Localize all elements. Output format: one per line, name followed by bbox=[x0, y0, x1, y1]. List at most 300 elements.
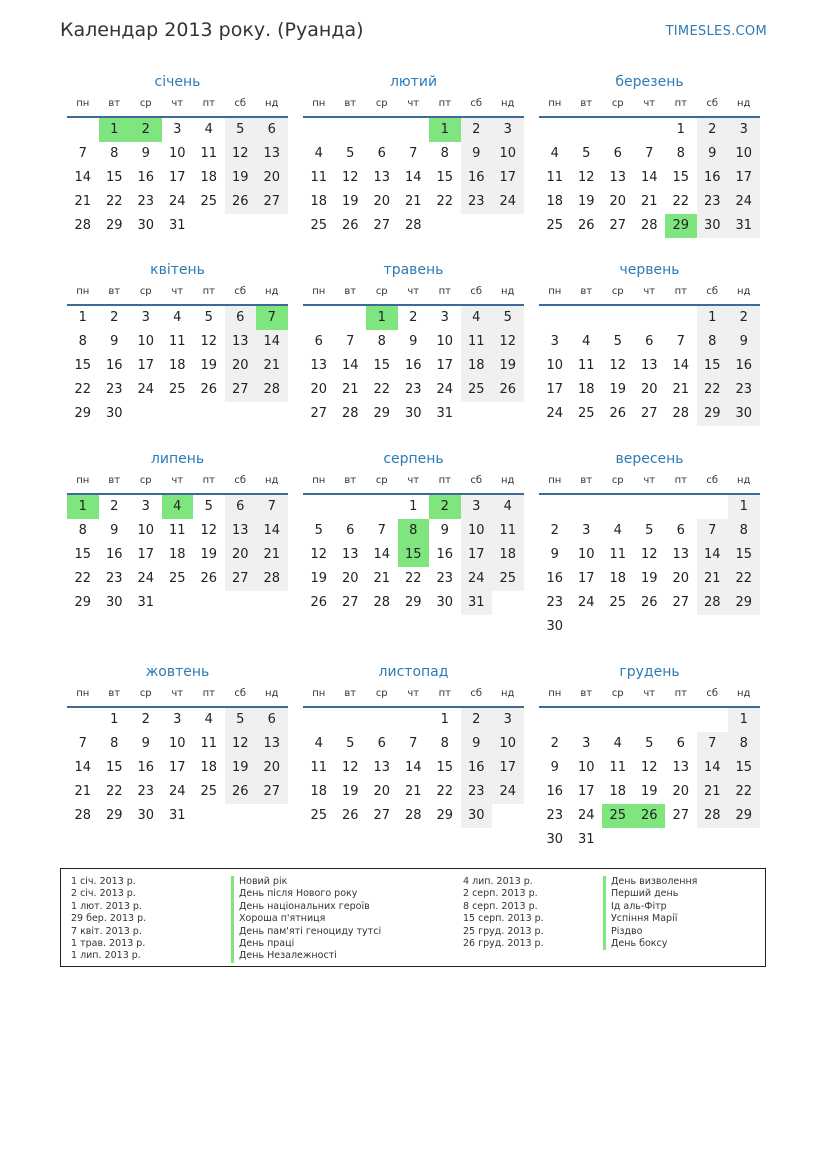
calendar-day[interactable]: 20 bbox=[373, 784, 391, 799]
calendar-day[interactable]: 12 bbox=[310, 547, 328, 562]
calendar-day[interactable]: 18 bbox=[200, 760, 218, 775]
calendar-day[interactable]: 19 bbox=[492, 354, 524, 378]
calendar-day[interactable]: 30 bbox=[546, 619, 564, 634]
brand-link[interactable]: TIMESLES.COM bbox=[665, 24, 767, 39]
calendar-day[interactable]: 29 bbox=[404, 595, 422, 610]
calendar-day[interactable]: 4 bbox=[314, 146, 323, 161]
calendar-day[interactable]: 20 bbox=[373, 194, 391, 209]
calendar-day[interactable]: 19 bbox=[609, 382, 627, 397]
calendar-day[interactable]: 24 bbox=[137, 382, 155, 397]
calendar-day[interactable]: 30 bbox=[436, 595, 454, 610]
calendar-day[interactable]: 6 bbox=[676, 736, 685, 751]
calendar-day[interactable]: 7 bbox=[377, 523, 386, 538]
calendar-day[interactable]: 5 bbox=[225, 118, 257, 142]
calendar-day[interactable]: 30 bbox=[105, 406, 123, 421]
calendar-day[interactable]: 13 bbox=[256, 142, 288, 166]
calendar-day[interactable]: 17 bbox=[577, 784, 595, 799]
calendar-day[interactable]: 24 bbox=[168, 194, 186, 209]
calendar-day[interactable]: 16 bbox=[436, 547, 454, 562]
calendar-day[interactable]: 19 bbox=[341, 194, 359, 209]
calendar-day[interactable]: 20 bbox=[341, 571, 359, 586]
calendar-day[interactable]: 11 bbox=[168, 523, 186, 538]
calendar-day[interactable]: 24 bbox=[436, 382, 454, 397]
calendar-day[interactable]: 19 bbox=[640, 571, 658, 586]
calendar-day[interactable]: 19 bbox=[200, 358, 218, 373]
calendar-day[interactable]: 18 bbox=[168, 547, 186, 562]
calendar-day[interactable]: 9 bbox=[550, 760, 559, 775]
calendar-day[interactable]: 8 bbox=[78, 334, 87, 349]
calendar-day[interactable]: 14 bbox=[256, 330, 288, 354]
calendar-day[interactable]: 6 bbox=[346, 523, 355, 538]
calendar-day[interactable]: 27 bbox=[225, 567, 257, 591]
calendar-day[interactable]: 23 bbox=[404, 382, 422, 397]
calendar-day[interactable]: 6 bbox=[676, 523, 685, 538]
calendar-day[interactable]: 29 bbox=[728, 591, 760, 615]
calendar-day[interactable]: 1 bbox=[78, 310, 87, 325]
holiday-day[interactable]: 1 bbox=[366, 306, 398, 330]
calendar-day[interactable]: 23 bbox=[728, 378, 760, 402]
calendar-day[interactable]: 1 bbox=[697, 306, 729, 330]
calendar-day[interactable]: 6 bbox=[256, 708, 288, 732]
calendar-day[interactable]: 17 bbox=[728, 166, 760, 190]
calendar-day[interactable]: 21 bbox=[404, 194, 422, 209]
calendar-day[interactable]: 4 bbox=[582, 334, 591, 349]
calendar-day[interactable]: 17 bbox=[137, 358, 155, 373]
calendar-day[interactable]: 12 bbox=[225, 732, 257, 756]
calendar-day[interactable]: 11 bbox=[492, 519, 524, 543]
calendar-day[interactable]: 13 bbox=[672, 760, 690, 775]
calendar-day[interactable]: 16 bbox=[546, 784, 564, 799]
calendar-day[interactable]: 18 bbox=[461, 354, 493, 378]
calendar-day[interactable]: 11 bbox=[609, 760, 627, 775]
calendar-day[interactable]: 15 bbox=[436, 760, 454, 775]
calendar-day[interactable]: 11 bbox=[577, 358, 595, 373]
calendar-day[interactable]: 22 bbox=[436, 194, 454, 209]
calendar-day[interactable]: 27 bbox=[373, 808, 391, 823]
calendar-day[interactable]: 25 bbox=[200, 194, 218, 209]
calendar-day[interactable]: 7 bbox=[697, 519, 729, 543]
calendar-day[interactable]: 9 bbox=[110, 523, 119, 538]
calendar-day[interactable]: 3 bbox=[173, 122, 182, 137]
calendar-day[interactable]: 3 bbox=[141, 499, 150, 514]
calendar-day[interactable]: 26 bbox=[225, 190, 257, 214]
holiday-day[interactable]: 2 bbox=[429, 495, 461, 519]
calendar-day[interactable]: 11 bbox=[168, 334, 186, 349]
calendar-day[interactable]: 29 bbox=[105, 218, 123, 233]
calendar-day[interactable]: 28 bbox=[74, 808, 92, 823]
calendar-day[interactable]: 24 bbox=[461, 567, 493, 591]
calendar-day[interactable]: 15 bbox=[74, 547, 92, 562]
calendar-day[interactable]: 30 bbox=[461, 804, 493, 828]
calendar-day[interactable]: 5 bbox=[204, 310, 213, 325]
calendar-day[interactable]: 5 bbox=[645, 523, 654, 538]
calendar-day[interactable]: 8 bbox=[728, 732, 760, 756]
calendar-day[interactable]: 3 bbox=[582, 736, 591, 751]
calendar-day[interactable]: 15 bbox=[672, 170, 690, 185]
calendar-day[interactable]: 8 bbox=[440, 146, 449, 161]
calendar-day[interactable]: 2 bbox=[461, 118, 493, 142]
calendar-day[interactable]: 25 bbox=[168, 571, 186, 586]
calendar-day[interactable]: 8 bbox=[676, 146, 685, 161]
calendar-day[interactable]: 28 bbox=[640, 218, 658, 233]
calendar-day[interactable]: 6 bbox=[225, 306, 257, 330]
calendar-day[interactable]: 9 bbox=[141, 146, 150, 161]
calendar-day[interactable]: 16 bbox=[461, 756, 493, 780]
calendar-day[interactable]: 2 bbox=[461, 708, 493, 732]
calendar-day[interactable]: 20 bbox=[640, 382, 658, 397]
calendar-day[interactable]: 30 bbox=[137, 218, 155, 233]
calendar-day[interactable]: 6 bbox=[377, 736, 386, 751]
calendar-day[interactable]: 25 bbox=[609, 595, 627, 610]
calendar-day[interactable]: 24 bbox=[577, 595, 595, 610]
calendar-day[interactable]: 23 bbox=[546, 595, 564, 610]
calendar-day[interactable]: 10 bbox=[137, 334, 155, 349]
calendar-day[interactable]: 2 bbox=[550, 523, 559, 538]
calendar-day[interactable]: 29 bbox=[697, 402, 729, 426]
calendar-day[interactable]: 20 bbox=[225, 543, 257, 567]
calendar-day[interactable]: 15 bbox=[74, 358, 92, 373]
calendar-day[interactable]: 31 bbox=[137, 595, 155, 610]
calendar-day[interactable]: 9 bbox=[440, 523, 449, 538]
calendar-day[interactable]: 18 bbox=[168, 358, 186, 373]
calendar-day[interactable]: 12 bbox=[609, 358, 627, 373]
calendar-day[interactable]: 18 bbox=[492, 543, 524, 567]
calendar-day[interactable]: 28 bbox=[256, 378, 288, 402]
calendar-day[interactable]: 8 bbox=[110, 736, 119, 751]
calendar-day[interactable]: 12 bbox=[577, 170, 595, 185]
calendar-day[interactable]: 22 bbox=[728, 567, 760, 591]
calendar-day[interactable]: 17 bbox=[546, 382, 564, 397]
holiday-day[interactable]: 29 bbox=[665, 214, 697, 238]
calendar-day[interactable]: 6 bbox=[225, 495, 257, 519]
calendar-day[interactable]: 8 bbox=[78, 523, 87, 538]
calendar-day[interactable]: 12 bbox=[341, 760, 359, 775]
calendar-day[interactable]: 27 bbox=[256, 780, 288, 804]
calendar-day[interactable]: 29 bbox=[74, 406, 92, 421]
calendar-day[interactable]: 13 bbox=[225, 330, 257, 354]
calendar-day[interactable]: 8 bbox=[110, 146, 119, 161]
calendar-day[interactable]: 2 bbox=[409, 310, 418, 325]
calendar-day[interactable]: 15 bbox=[436, 170, 454, 185]
calendar-day[interactable]: 2 bbox=[550, 736, 559, 751]
calendar-day[interactable]: 15 bbox=[105, 170, 123, 185]
calendar-day[interactable]: 23 bbox=[461, 190, 493, 214]
calendar-day[interactable]: 17 bbox=[461, 543, 493, 567]
calendar-day[interactable]: 13 bbox=[609, 170, 627, 185]
calendar-day[interactable]: 3 bbox=[492, 118, 524, 142]
calendar-day[interactable]: 12 bbox=[640, 760, 658, 775]
calendar-day[interactable]: 29 bbox=[436, 808, 454, 823]
calendar-day[interactable]: 4 bbox=[314, 736, 323, 751]
calendar-day[interactable]: 22 bbox=[728, 780, 760, 804]
calendar-day[interactable]: 20 bbox=[310, 382, 328, 397]
calendar-day[interactable]: 4 bbox=[461, 306, 493, 330]
calendar-day[interactable]: 30 bbox=[546, 832, 564, 847]
calendar-day[interactable]: 1 bbox=[440, 712, 449, 727]
calendar-day[interactable]: 31 bbox=[436, 406, 454, 421]
calendar-day[interactable]: 18 bbox=[546, 194, 564, 209]
calendar-day[interactable]: 22 bbox=[436, 784, 454, 799]
calendar-day[interactable]: 13 bbox=[225, 519, 257, 543]
calendar-day[interactable]: 16 bbox=[546, 571, 564, 586]
calendar-day[interactable]: 21 bbox=[256, 543, 288, 567]
calendar-day[interactable]: 18 bbox=[609, 571, 627, 586]
calendar-day[interactable]: 7 bbox=[409, 146, 418, 161]
calendar-day[interactable]: 10 bbox=[728, 142, 760, 166]
calendar-day[interactable]: 17 bbox=[168, 760, 186, 775]
calendar-day[interactable]: 2 bbox=[110, 499, 119, 514]
calendar-day[interactable]: 21 bbox=[74, 194, 92, 209]
calendar-day[interactable]: 10 bbox=[461, 519, 493, 543]
calendar-day[interactable]: 26 bbox=[640, 595, 658, 610]
calendar-day[interactable]: 8 bbox=[377, 334, 386, 349]
calendar-day[interactable]: 20 bbox=[256, 166, 288, 190]
calendar-day[interactable]: 4 bbox=[492, 495, 524, 519]
calendar-day[interactable]: 25 bbox=[310, 808, 328, 823]
calendar-day[interactable]: 9 bbox=[141, 736, 150, 751]
calendar-day[interactable]: 28 bbox=[697, 591, 729, 615]
calendar-day[interactable]: 17 bbox=[168, 170, 186, 185]
calendar-day[interactable]: 31 bbox=[461, 591, 493, 615]
calendar-day[interactable]: 18 bbox=[609, 784, 627, 799]
calendar-day[interactable]: 24 bbox=[168, 784, 186, 799]
calendar-day[interactable]: 21 bbox=[697, 567, 729, 591]
calendar-day[interactable]: 22 bbox=[404, 571, 422, 586]
calendar-day[interactable]: 31 bbox=[577, 832, 595, 847]
calendar-day[interactable]: 10 bbox=[137, 523, 155, 538]
calendar-day[interactable]: 26 bbox=[609, 406, 627, 421]
calendar-day[interactable]: 7 bbox=[78, 146, 87, 161]
calendar-day[interactable]: 3 bbox=[173, 712, 182, 727]
calendar-day[interactable]: 12 bbox=[225, 142, 257, 166]
calendar-day[interactable]: 19 bbox=[200, 547, 218, 562]
holiday-day[interactable]: 15 bbox=[398, 543, 430, 567]
calendar-day[interactable]: 30 bbox=[137, 808, 155, 823]
calendar-day[interactable]: 26 bbox=[200, 571, 218, 586]
calendar-day[interactable]: 19 bbox=[341, 784, 359, 799]
calendar-day[interactable]: 5 bbox=[346, 146, 355, 161]
calendar-day[interactable]: 18 bbox=[310, 784, 328, 799]
calendar-day[interactable]: 4 bbox=[613, 736, 622, 751]
calendar-day[interactable]: 20 bbox=[256, 756, 288, 780]
holiday-day[interactable]: 25 bbox=[602, 804, 634, 828]
calendar-day[interactable]: 30 bbox=[728, 402, 760, 426]
calendar-day[interactable]: 19 bbox=[225, 166, 257, 190]
calendar-day[interactable]: 23 bbox=[697, 190, 729, 214]
calendar-day[interactable]: 6 bbox=[645, 334, 654, 349]
calendar-day[interactable]: 7 bbox=[645, 146, 654, 161]
calendar-day[interactable]: 25 bbox=[168, 382, 186, 397]
calendar-day[interactable]: 29 bbox=[74, 595, 92, 610]
calendar-day[interactable]: 15 bbox=[728, 543, 760, 567]
calendar-day[interactable]: 19 bbox=[577, 194, 595, 209]
calendar-day[interactable]: 9 bbox=[728, 330, 760, 354]
calendar-day[interactable]: 18 bbox=[577, 382, 595, 397]
calendar-day[interactable]: 2 bbox=[728, 306, 760, 330]
calendar-day[interactable]: 21 bbox=[404, 784, 422, 799]
calendar-day[interactable]: 1 bbox=[728, 708, 760, 732]
calendar-day[interactable]: 14 bbox=[74, 760, 92, 775]
calendar-day[interactable]: 14 bbox=[341, 358, 359, 373]
calendar-day[interactable]: 28 bbox=[697, 804, 729, 828]
calendar-day[interactable]: 7 bbox=[346, 334, 355, 349]
calendar-day[interactable]: 17 bbox=[492, 166, 524, 190]
calendar-day[interactable]: 20 bbox=[672, 784, 690, 799]
calendar-day[interactable]: 13 bbox=[310, 358, 328, 373]
calendar-day[interactable]: 1 bbox=[409, 499, 418, 514]
calendar-day[interactable]: 22 bbox=[672, 194, 690, 209]
calendar-day[interactable]: 25 bbox=[577, 406, 595, 421]
calendar-day[interactable]: 24 bbox=[137, 571, 155, 586]
calendar-day[interactable]: 3 bbox=[582, 523, 591, 538]
calendar-day[interactable]: 28 bbox=[373, 595, 391, 610]
calendar-day[interactable]: 2 bbox=[697, 118, 729, 142]
calendar-day[interactable]: 23 bbox=[461, 780, 493, 804]
calendar-day[interactable]: 19 bbox=[640, 784, 658, 799]
calendar-day[interactable]: 11 bbox=[546, 170, 564, 185]
calendar-day[interactable]: 7 bbox=[78, 736, 87, 751]
calendar-day[interactable]: 14 bbox=[672, 358, 690, 373]
calendar-day[interactable]: 26 bbox=[577, 218, 595, 233]
calendar-day[interactable]: 15 bbox=[697, 354, 729, 378]
calendar-day[interactable]: 1 bbox=[110, 712, 119, 727]
calendar-day[interactable]: 8 bbox=[440, 736, 449, 751]
calendar-day[interactable]: 26 bbox=[492, 378, 524, 402]
holiday-day[interactable]: 7 bbox=[256, 306, 288, 330]
calendar-day[interactable]: 6 bbox=[377, 146, 386, 161]
calendar-day[interactable]: 16 bbox=[697, 166, 729, 190]
calendar-day[interactable]: 26 bbox=[341, 808, 359, 823]
calendar-day[interactable]: 27 bbox=[256, 190, 288, 214]
calendar-day[interactable]: 21 bbox=[697, 780, 729, 804]
calendar-day[interactable]: 3 bbox=[550, 334, 559, 349]
calendar-day[interactable]: 21 bbox=[672, 382, 690, 397]
calendar-day[interactable]: 10 bbox=[546, 358, 564, 373]
holiday-day[interactable]: 26 bbox=[634, 804, 666, 828]
calendar-day[interactable]: 26 bbox=[341, 218, 359, 233]
calendar-day[interactable]: 13 bbox=[640, 358, 658, 373]
calendar-day[interactable]: 11 bbox=[609, 547, 627, 562]
calendar-day[interactable]: 26 bbox=[225, 780, 257, 804]
calendar-day[interactable]: 4 bbox=[173, 310, 182, 325]
calendar-day[interactable]: 4 bbox=[204, 122, 213, 137]
calendar-day[interactable]: 9 bbox=[461, 142, 493, 166]
calendar-day[interactable]: 12 bbox=[492, 330, 524, 354]
calendar-day[interactable]: 3 bbox=[141, 310, 150, 325]
calendar-day[interactable]: 26 bbox=[200, 382, 218, 397]
calendar-day[interactable]: 5 bbox=[346, 736, 355, 751]
holiday-day[interactable]: 1 bbox=[429, 118, 461, 142]
calendar-day[interactable]: 14 bbox=[404, 760, 422, 775]
calendar-day[interactable]: 28 bbox=[341, 406, 359, 421]
calendar-day[interactable]: 27 bbox=[310, 406, 328, 421]
calendar-day[interactable]: 19 bbox=[225, 756, 257, 780]
calendar-day[interactable]: 29 bbox=[105, 808, 123, 823]
calendar-day[interactable]: 7 bbox=[697, 732, 729, 756]
calendar-day[interactable]: 8 bbox=[728, 519, 760, 543]
calendar-day[interactable]: 16 bbox=[105, 358, 123, 373]
holiday-day[interactable]: 1 bbox=[67, 495, 99, 519]
calendar-day[interactable]: 21 bbox=[74, 784, 92, 799]
calendar-day[interactable]: 14 bbox=[404, 170, 422, 185]
calendar-day[interactable]: 13 bbox=[256, 732, 288, 756]
calendar-day[interactable]: 3 bbox=[461, 495, 493, 519]
calendar-day[interactable]: 13 bbox=[373, 170, 391, 185]
calendar-day[interactable]: 18 bbox=[200, 170, 218, 185]
calendar-day[interactable]: 24 bbox=[546, 406, 564, 421]
calendar-day[interactable]: 5 bbox=[645, 736, 654, 751]
calendar-day[interactable]: 27 bbox=[609, 218, 627, 233]
calendar-day[interactable]: 7 bbox=[256, 495, 288, 519]
calendar-day[interactable]: 6 bbox=[613, 146, 622, 161]
calendar-day[interactable]: 21 bbox=[256, 354, 288, 378]
calendar-day[interactable]: 5 bbox=[204, 499, 213, 514]
calendar-day[interactable]: 22 bbox=[74, 571, 92, 586]
calendar-day[interactable]: 11 bbox=[200, 736, 218, 751]
calendar-day[interactable]: 14 bbox=[697, 543, 729, 567]
calendar-day[interactable]: 3 bbox=[492, 708, 524, 732]
calendar-day[interactable]: 24 bbox=[492, 780, 524, 804]
calendar-day[interactable]: 31 bbox=[168, 218, 186, 233]
calendar-day[interactable]: 23 bbox=[105, 382, 123, 397]
holiday-day[interactable]: 1 bbox=[99, 118, 131, 142]
calendar-day[interactable]: 13 bbox=[672, 547, 690, 562]
calendar-day[interactable]: 10 bbox=[492, 142, 524, 166]
calendar-day[interactable]: 24 bbox=[492, 190, 524, 214]
holiday-day[interactable]: 8 bbox=[398, 519, 430, 543]
calendar-day[interactable]: 10 bbox=[168, 146, 186, 161]
calendar-day[interactable]: 10 bbox=[577, 760, 595, 775]
calendar-day[interactable]: 27 bbox=[640, 406, 658, 421]
calendar-day[interactable]: 28 bbox=[404, 808, 422, 823]
calendar-day[interactable]: 2 bbox=[110, 310, 119, 325]
calendar-day[interactable]: 16 bbox=[728, 354, 760, 378]
calendar-day[interactable]: 10 bbox=[492, 732, 524, 756]
calendar-day[interactable]: 12 bbox=[341, 170, 359, 185]
calendar-day[interactable]: 27 bbox=[672, 808, 690, 823]
calendar-day[interactable]: 3 bbox=[440, 310, 449, 325]
calendar-day[interactable]: 9 bbox=[697, 142, 729, 166]
calendar-day[interactable]: 5 bbox=[225, 708, 257, 732]
calendar-day[interactable]: 25 bbox=[310, 218, 328, 233]
calendar-day[interactable]: 24 bbox=[577, 808, 595, 823]
calendar-day[interactable]: 7 bbox=[676, 334, 685, 349]
calendar-day[interactable]: 6 bbox=[314, 334, 323, 349]
calendar-day[interactable]: 12 bbox=[200, 523, 218, 538]
calendar-day[interactable]: 23 bbox=[546, 808, 564, 823]
calendar-day[interactable]: 12 bbox=[200, 334, 218, 349]
calendar-day[interactable]: 11 bbox=[200, 146, 218, 161]
calendar-day[interactable]: 26 bbox=[310, 595, 328, 610]
calendar-day[interactable]: 16 bbox=[461, 166, 493, 190]
calendar-day[interactable]: 22 bbox=[697, 378, 729, 402]
calendar-day[interactable]: 28 bbox=[256, 567, 288, 591]
calendar-day[interactable]: 16 bbox=[137, 760, 155, 775]
calendar-day[interactable]: 14 bbox=[74, 170, 92, 185]
calendar-day[interactable]: 16 bbox=[105, 547, 123, 562]
calendar-day[interactable]: 29 bbox=[728, 804, 760, 828]
calendar-day[interactable]: 17 bbox=[137, 547, 155, 562]
calendar-day[interactable]: 27 bbox=[341, 595, 359, 610]
calendar-day[interactable]: 1 bbox=[728, 495, 760, 519]
calendar-day[interactable]: 16 bbox=[404, 358, 422, 373]
calendar-day[interactable]: 25 bbox=[546, 218, 564, 233]
calendar-day[interactable]: 7 bbox=[409, 736, 418, 751]
calendar-day[interactable]: 27 bbox=[672, 595, 690, 610]
calendar-day[interactable]: 27 bbox=[225, 378, 257, 402]
calendar-day[interactable]: 30 bbox=[105, 595, 123, 610]
calendar-day[interactable]: 17 bbox=[492, 756, 524, 780]
